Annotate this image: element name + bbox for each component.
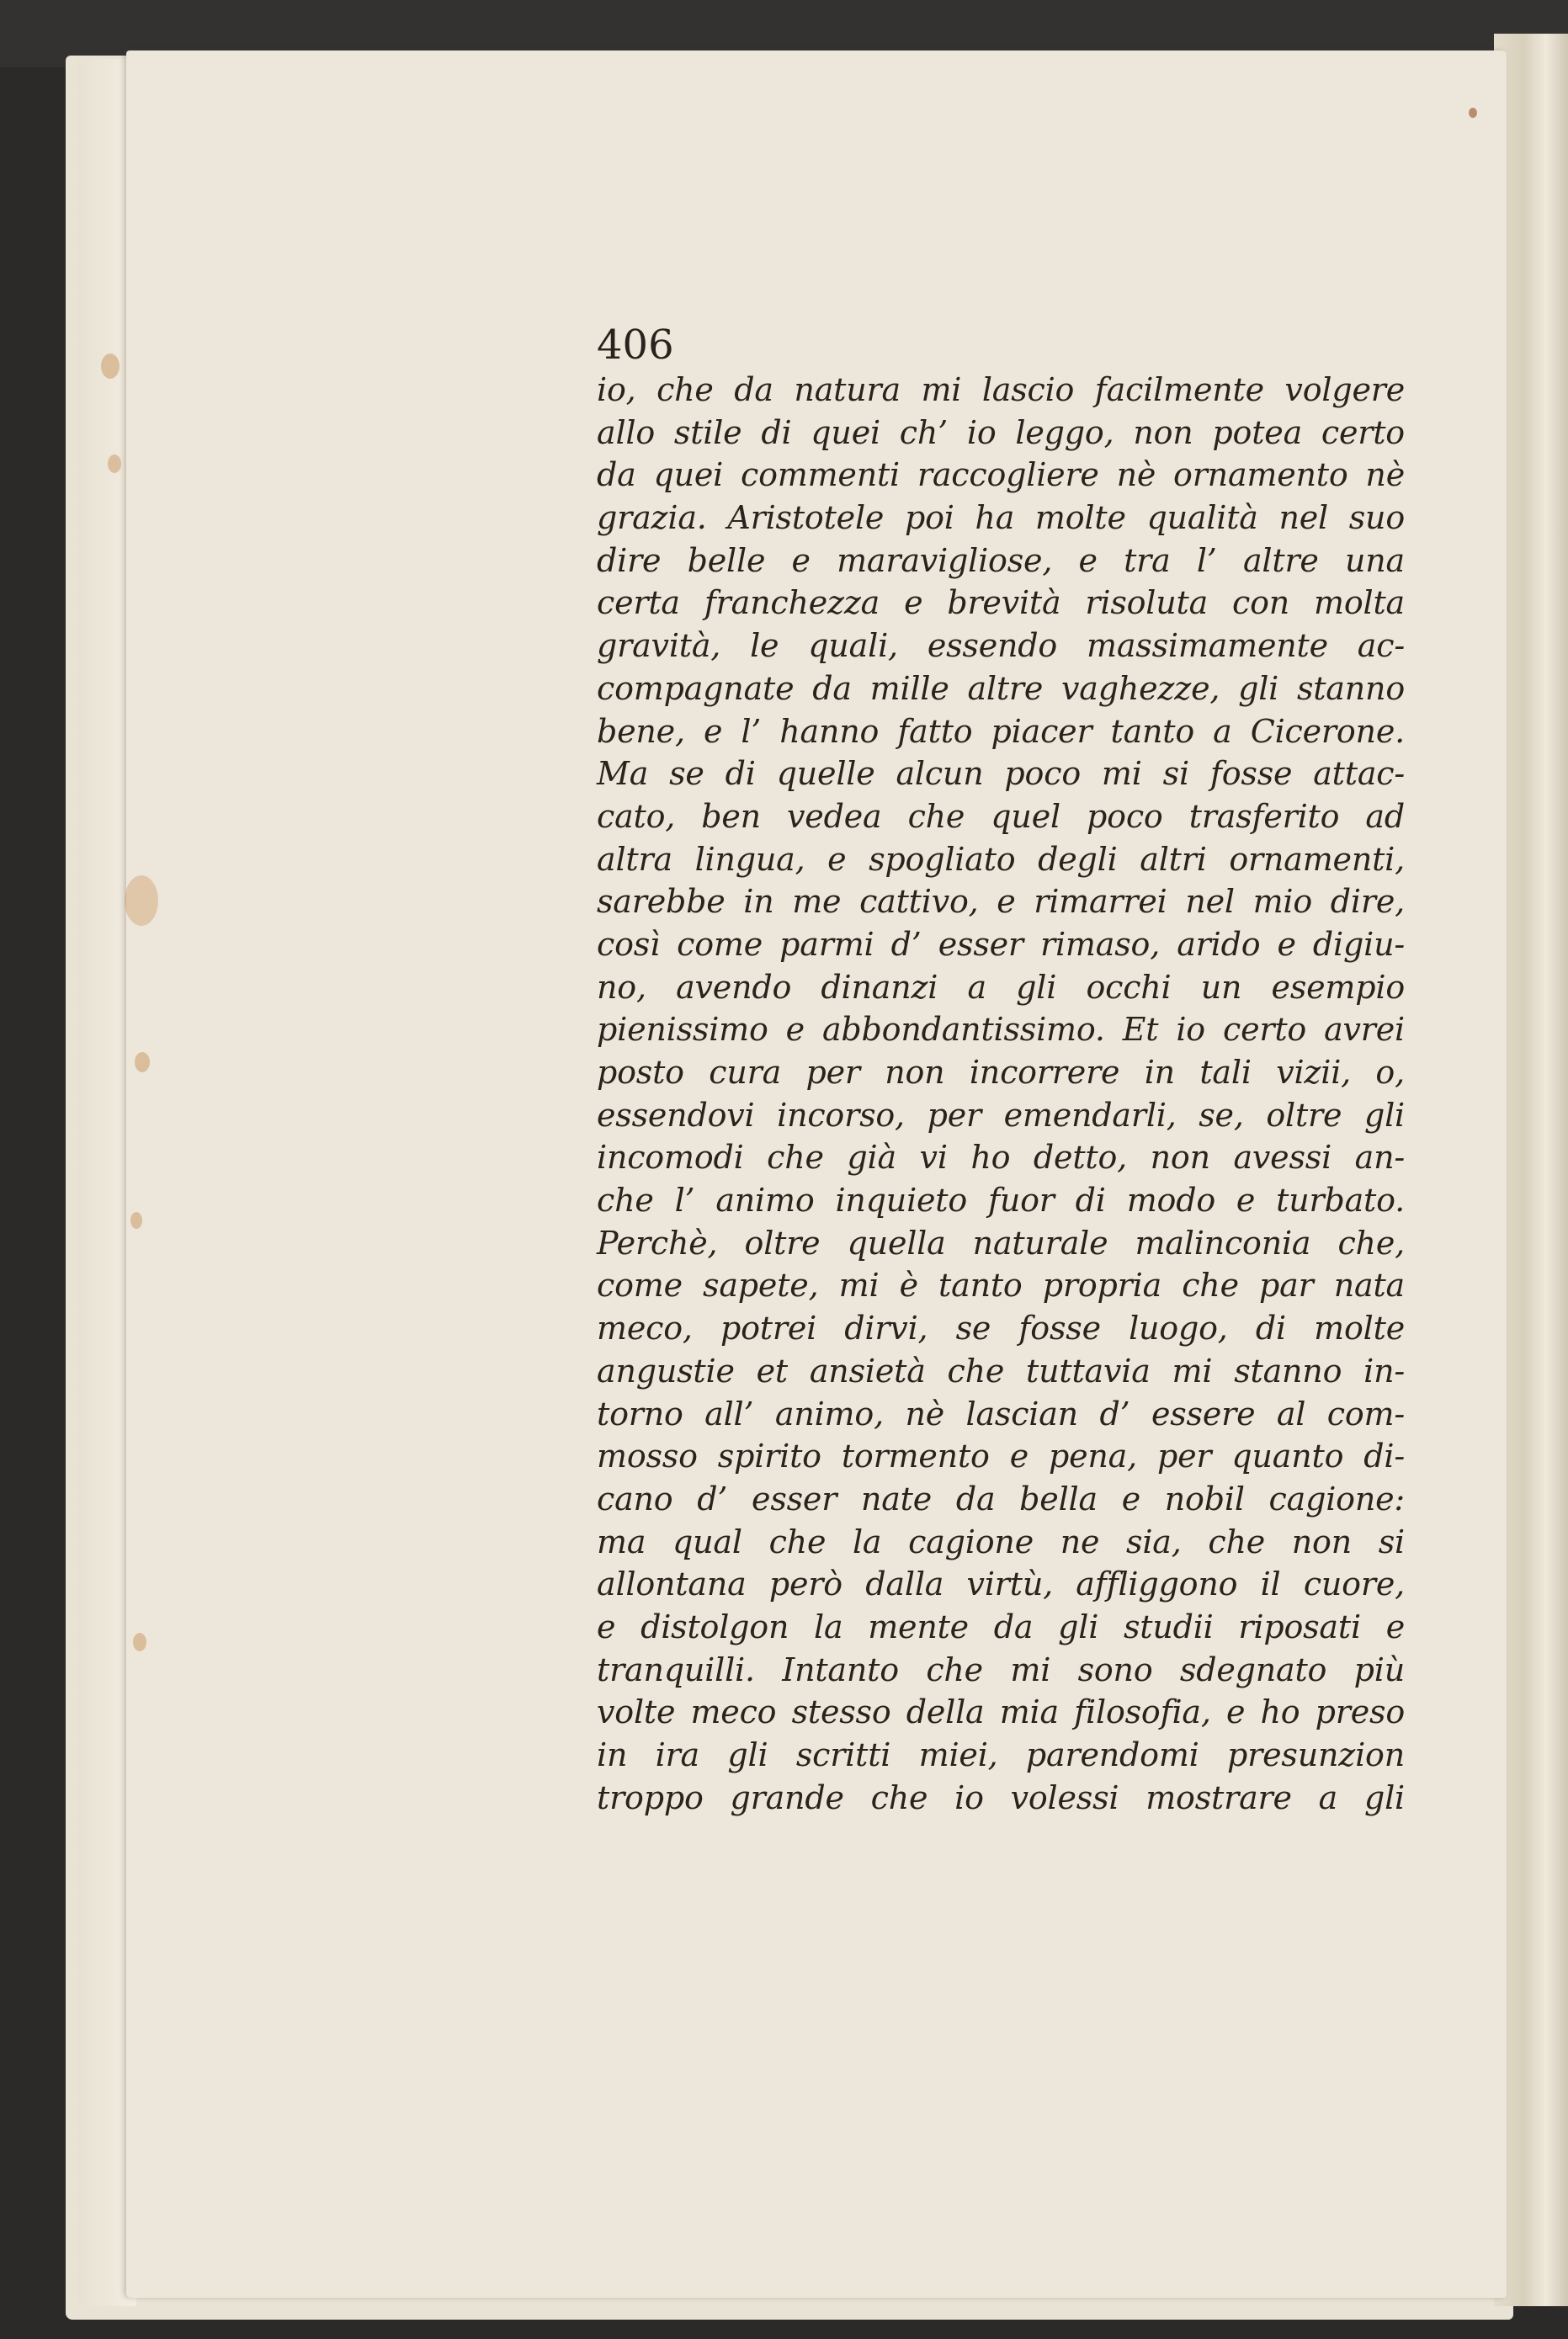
foxing-spot [125,875,158,926]
text-line: cano d’ esser nate da bella e nobil cagione: [597,1480,1405,1518]
text-line: pienissimo e abbondantissimo. Et io certo avrei [597,1011,1405,1049]
text-line: Ma se di quelle alcun poco mi si fosse attac- [597,755,1405,793]
text-line: compagnate da mille altre vaghezze, gli stanno [597,669,1405,707]
text-line: angustie et ansietà che tuttavia mi stanno in- [597,1352,1405,1390]
page-number: 406 [597,322,674,369]
text-line: volte meco stesso della mia filosofia, e ho preso [597,1693,1405,1731]
text-line: no, avendo dinanzi a gli occhi un esempio [597,968,1405,1006]
text-line: tranquilli. Intanto che mi sono sdegnato più [597,1651,1405,1688]
text-line: in ira gli scritti miei, parendomi presunzion [597,1736,1405,1773]
foxing-spot [135,1052,150,1072]
text-line: come sapete, mi è tanto propria che par nata [597,1267,1405,1305]
text-line: sarebbe in me cattivo, e rimarrei nel mio dire, [597,883,1405,921]
text-line: essendovi incorso, per emendarli, se, oltre gli [597,1096,1405,1134]
text-line: cato, ben vedea che quel poco trasferito ad [597,797,1405,835]
foxing-spot [130,1212,142,1229]
text-line: posto cura per non incorrere in tali vizii, o, [597,1054,1405,1091]
text-line: allontana però dalla virtù, affliggono il cuore, [597,1566,1405,1603]
text-line: altra lingua, e spogliato degli altri ornamenti, [597,840,1405,878]
text-line: meco, potrei dirvi, se fosse luogo, di molte [597,1310,1405,1348]
foxing-spot [108,455,121,473]
text-line: mosso spirito tormento e pena, per quanto di- [597,1438,1405,1475]
text-line: bene, e l’ hanno fatto piacer tanto a Cicerone. [597,712,1405,750]
text-line: allo stile di quei ch’ io leggo, non potea certo [597,413,1405,451]
text-line: da quei commenti raccogliere nè ornamento nè [597,456,1405,494]
foxing-spot [133,1633,146,1651]
text-line: e distolgon la mente da gli studii riposati e [597,1608,1405,1645]
text-line: certa franchezza e brevità risoluta con molta [597,584,1405,622]
text-line: troppo grande che io volessi mostrare a gli [597,1778,1405,1816]
text-line: incomodi che già vi ho detto, non avessi an- [597,1139,1405,1177]
foxing-spot [101,354,120,379]
foxing-spot [1469,108,1477,118]
text-line: che l’ animo inquieto fuor di modo e turbato. [597,1182,1405,1220]
text-line: dire belle e maravigliose, e tra l’ altre una [597,541,1405,579]
page-text [597,322,1405,1819]
text-line: così come parmi d’ esser rimaso, arido e digiu- [597,925,1405,963]
text-line: grazia. Aristotele poi ha molte qualità nel suo [597,499,1405,537]
text-line: ma qual che la cagione ne sia, che non si [597,1523,1405,1560]
text-line: gravità, le quali, essendo massimamente ac- [597,627,1405,665]
text-line: io, che da natura mi lascio facilmente volgere [597,371,1405,408]
text-line: Perchè, oltre quella naturale malinconia che, [597,1224,1405,1262]
text-line: torno all’ animo, nè lascian d’ essere al com- [597,1395,1405,1433]
